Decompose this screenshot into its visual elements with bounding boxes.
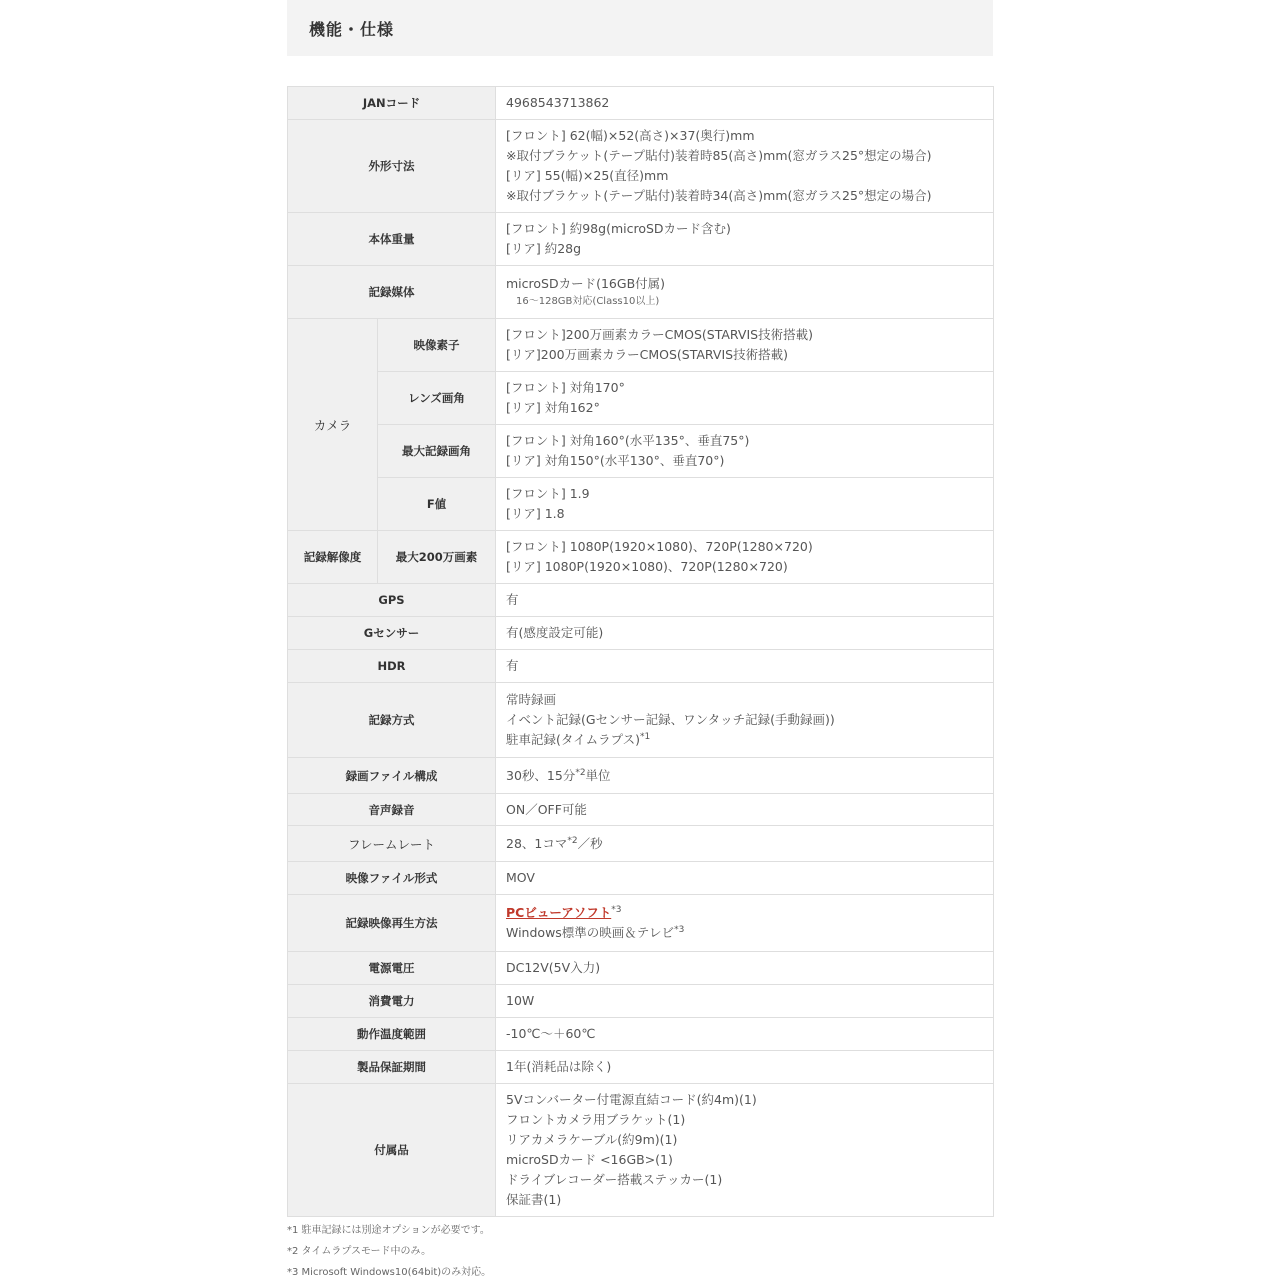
- row-file-format: [288, 862, 994, 895]
- value-audio: ON／OFF可能: [496, 794, 994, 826]
- label-warranty: 製品保証期間: [288, 1051, 496, 1084]
- row-camera-lens: [288, 372, 994, 425]
- label-resolution-sub: 最大200万画素: [378, 531, 496, 584]
- value-dimensions: [フロント] 62(幅)×52(高さ)×37(奥行)mm ※取付ブラケット(テープ貼付)装着時85(高さ)mm(窓ガラス25°想定の場合) [リア] 55(幅)×25(直径)mm ※取付ブラケット(テープ貼付)装着時34(高さ)mm(窓ガラス25°想定の場合): [496, 120, 994, 213]
- row-hdr: [288, 650, 994, 683]
- label-audio: 音声録音: [288, 794, 496, 826]
- row-file-structure: [288, 758, 994, 794]
- section-header: [287, 0, 993, 56]
- row-gsensor: [288, 617, 994, 650]
- row-rec-mode: [288, 683, 994, 758]
- footnote-mark: *2: [575, 767, 586, 778]
- label-temperature: 動作温度範囲: [288, 1018, 496, 1051]
- value-power: 10W: [496, 985, 994, 1018]
- label-fnumber: F値: [378, 478, 496, 531]
- label-hdr: HDR: [288, 650, 496, 683]
- list-item: フロントカメラ用ブラケット(1): [506, 1112, 686, 1127]
- value-temperature: -10℃～＋60℃: [496, 1018, 994, 1051]
- row-camera-fnumber: [288, 478, 994, 531]
- value-framerate: 28、1コマ$^{*2}$／秒: [496, 826, 994, 862]
- value-accessories: [496, 1084, 994, 1217]
- label-file-format: 映像ファイル形式: [288, 862, 496, 895]
- label-weight: 本体重量: [288, 213, 496, 266]
- value-jan: 4968543713862: [496, 87, 994, 120]
- footnote-mark: *3: [611, 904, 622, 915]
- list-item: リアカメラケーブル(約9m)(1): [506, 1132, 678, 1147]
- value-weight: [フロント] 約98g(microSDカード含む) [リア] 約28g: [496, 213, 994, 266]
- label-gps: GPS: [288, 584, 496, 617]
- row-framerate: [288, 826, 994, 862]
- footnote-mark: *2: [567, 835, 578, 846]
- label-playback: 記録映像再生方法: [288, 895, 496, 952]
- value-sensor: [フロント]200万画素カラーCMOS(STARVIS技術搭載) [リア]200万画素カラーCMOS(STARVIS技術搭載): [496, 319, 994, 372]
- value-gps: 有: [496, 584, 994, 617]
- row-gps: [288, 584, 994, 617]
- value-resolution: [フロント] 1080P(1920×1080)、720P(1280×720) [リア] 1080P(1920×1080)、720P(1280×720): [496, 531, 994, 584]
- value-hdr: 有: [496, 650, 994, 683]
- row-audio: [288, 794, 994, 826]
- value-lens: [フロント] 対角170° [リア] 対角162°: [496, 372, 994, 425]
- label-gsensor: Gセンサー: [288, 617, 496, 650]
- footnote-mark: *1: [640, 731, 651, 742]
- media-note: 16～128GB対応(Class10以上): [516, 296, 660, 307]
- list-item: ドライブレコーダー搭載ステッカー(1): [506, 1172, 723, 1187]
- list-item: microSDカード <16GB>(1): [506, 1152, 673, 1167]
- row-accessories: [288, 1084, 994, 1217]
- footnotes: [287, 1220, 491, 1283]
- value-voltage: DC12V(5V入力): [496, 952, 994, 985]
- row-camera-sensor: [288, 319, 994, 372]
- label-resolution: 記録解像度: [288, 531, 378, 584]
- row-playback: [288, 895, 994, 952]
- label-camera: カメラ: [288, 319, 378, 531]
- value-media: microSDカード(16GB付属) 16～128GB対応(Class10以上): [496, 266, 994, 319]
- pc-viewer-software-link[interactable]: PCビューアソフト: [506, 905, 612, 920]
- row-media: [288, 266, 994, 319]
- spec-table: [287, 86, 994, 1217]
- row-weight: [288, 213, 994, 266]
- value-warranty: 1年(消耗品は除く): [496, 1051, 994, 1084]
- row-resolution: [288, 531, 994, 584]
- value-playback: PCビューアソフト$^{*3}$ Windows標準の映画＆テレビ$^{*3}$: [496, 895, 994, 952]
- row-temperature: [288, 1018, 994, 1051]
- value-rec-mode: 常時録画 イベント記録(Gセンサー記録、ワンタッチ記録(手動録画)) 駐車記録(タイムラプス)$^{*1}$: [496, 683, 994, 758]
- label-lens: レンズ画角: [378, 372, 496, 425]
- value-fnumber: [フロント] 1.9 [リア] 1.8: [496, 478, 994, 531]
- footnote: *1 駐車記録には別途オプションが必要です。: [287, 1225, 490, 1236]
- label-accessories: 付属品: [288, 1084, 496, 1217]
- row-jan: [288, 87, 994, 120]
- footnote: *3 Microsoft Windows10(64bit)のみ対応。: [287, 1267, 492, 1278]
- label-voltage: 電源電圧: [288, 952, 496, 985]
- value-file-format: MOV: [496, 862, 994, 895]
- label-framerate: フレームレート: [288, 826, 496, 862]
- row-voltage: [288, 952, 994, 985]
- value-max-angle: [フロント] 対角160°(水平135°、垂直75°) [リア] 対角150°(水平130°、垂直70°): [496, 425, 994, 478]
- label-file-structure: 録画ファイル構成: [288, 758, 496, 794]
- section-title: 機能・仕様: [309, 20, 395, 39]
- label-dimensions: 外形寸法: [288, 120, 496, 213]
- value-gsensor: 有(感度設定可能): [496, 617, 994, 650]
- label-sensor: 映像素子: [378, 319, 496, 372]
- row-power: [288, 985, 994, 1018]
- label-max-angle: 最大記録画角: [378, 425, 496, 478]
- row-dimensions: [288, 120, 994, 213]
- value-file-structure: 30秒、15分$^{*2}$単位: [496, 758, 994, 794]
- footnote: *2 タイムラプスモード中のみ。: [287, 1246, 432, 1257]
- list-item: 5Vコンバーター付電源直結コード(約4m)(1): [506, 1092, 757, 1107]
- label-media: 記録媒体: [288, 266, 496, 319]
- label-jan: JANコード: [288, 87, 496, 120]
- label-power: 消費電力: [288, 985, 496, 1018]
- row-camera-max-angle: [288, 425, 994, 478]
- list-item: 保証書(1): [506, 1192, 562, 1207]
- footnote-mark: *3: [674, 924, 685, 935]
- label-rec-mode: 記録方式: [288, 683, 496, 758]
- row-warranty: [288, 1051, 994, 1084]
